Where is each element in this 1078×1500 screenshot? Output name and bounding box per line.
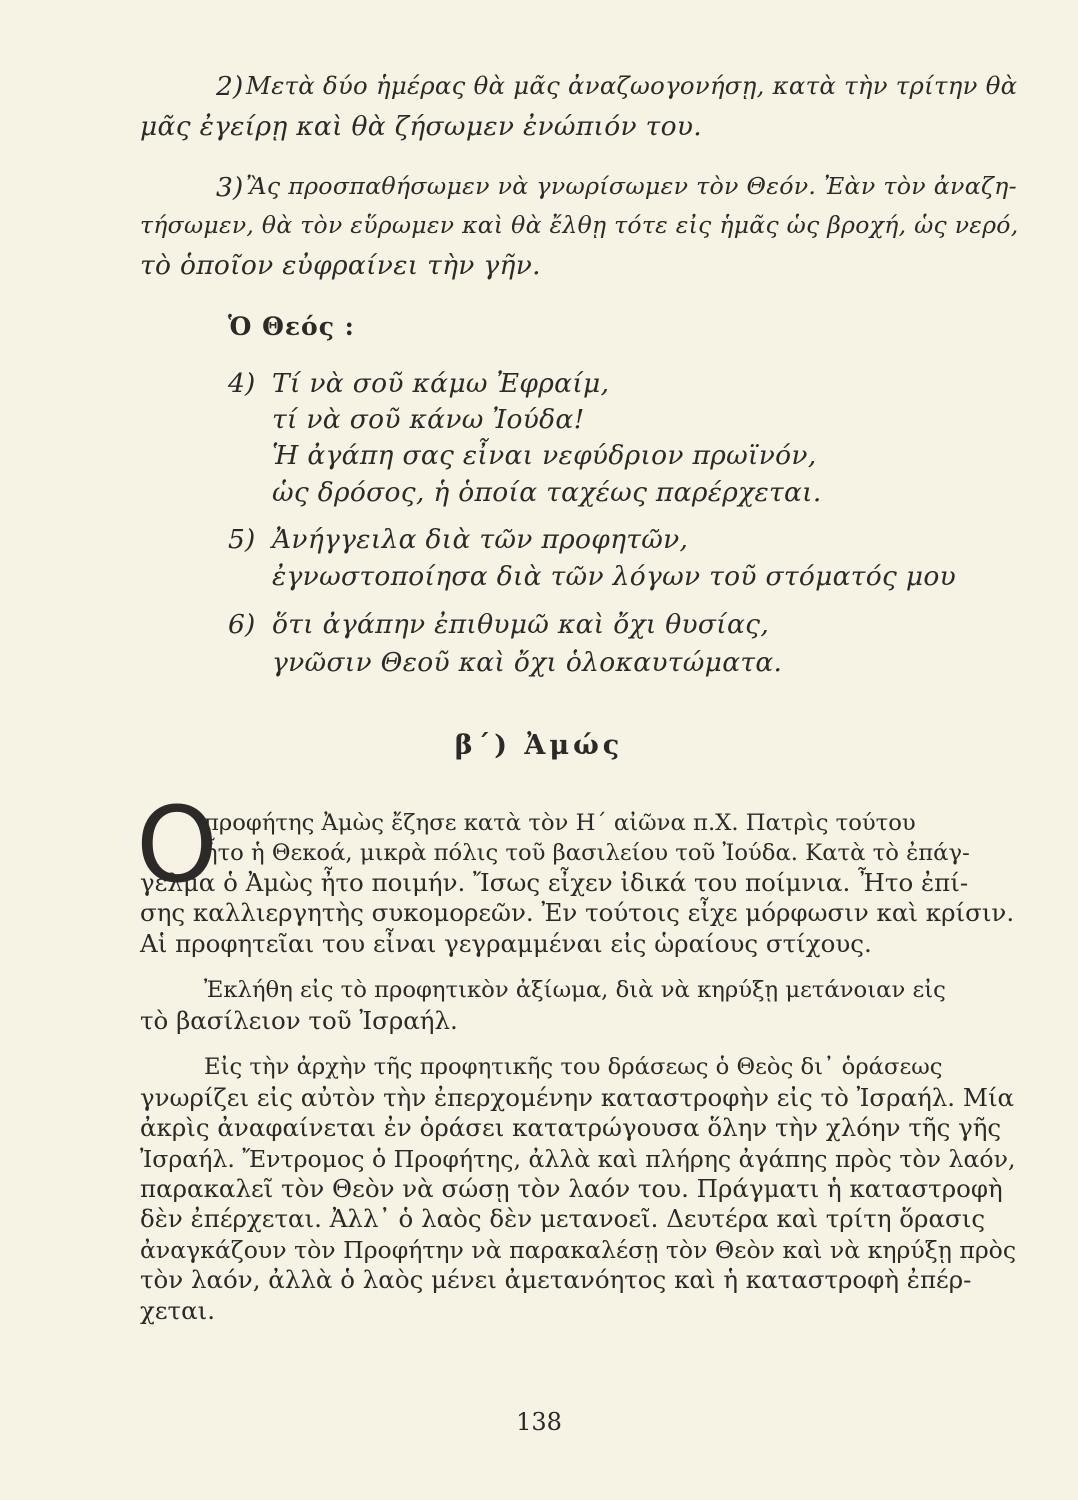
verse-4-line-2: τί νὰ σοῦ κάνω Ἰούδα! [272, 404, 585, 435]
prose-line-16: χεται. [140, 1296, 216, 1325]
prose-line-4: σης καλλιεργητὴς συκομορεῶν. Ἐν τούτοις εἶχε μόρφωσιν καὶ κρίσιν. [140, 898, 1015, 927]
page-number: 138 [516, 1408, 562, 1436]
verse-6-line-2: γνῶσιν Θεοῦ καὶ ὄχι ὁλοκαυτώματα. [272, 647, 783, 678]
prose-line-3: γελμα ὁ Ἀμὼς ἦτο ποιμήν. Ἴσως εἶχεν ἰδικά του ποίμνια. Ἦτο ἐπί- [140, 868, 969, 897]
verse-5-line-2: ἐγνωστοποίησα διὰ τῶν λόγων τοῦ στόματός μου [272, 561, 957, 592]
prose-line-12: παρακαλεῖ τὸν Θεὸν νὰ σώσῃ τὸν λαόν του. Πράγματι ἡ καταστροφὴ [140, 1174, 1003, 1203]
verse-number-3: 3) [216, 172, 244, 203]
verse-3-line-2: τήσωμεν, θὰ τὸν εὕρωμεν καὶ θὰ ἔλθῃ τότε εἰς ἡμᾶς ὡς βροχή, ὡς νερό, [140, 211, 1019, 239]
verse-4-line-1: Τί νὰ σοῦ κάμω Ἐφραίμ, [272, 368, 610, 399]
prose-line-10: ἀκρὶς ἀναφαίνεται ἐν ὁράσει κατατρώγουσα ὅλην τὴν χλόην τῆς γῆς [140, 1113, 1002, 1142]
drop-cap: Ο [136, 784, 218, 906]
prose-line-5: Αἱ προφητεῖαι του εἶναι γεγραμμέναι εἰς ὡραίους στίχους. [140, 929, 872, 958]
verse-3-line-1: Ἂς προσπαθήσωμεν νὰ γνωρίσωμεν τὸν Θεόν. Ἐὰν τὸν ἀναζη- [246, 172, 1017, 200]
prose-line-9: γνωρίζει εἰς αὐτὸν τὴν ἐπερχομένην καταστροφὴν εἰς τὸ Ἰσραήλ. Μία [140, 1083, 1015, 1112]
prose-line-1: προφήτης Ἀμὼς ἔζησε κατὰ τὸν Η΄ αἰῶνα π.Χ. Πατρὶς τούτου [204, 810, 916, 836]
verse-4-line-4: ὡς δρόσος, ἡ ὁποία ταχέως παρέρχεται. [272, 477, 822, 508]
verse-4-line-3: Ἡ ἀγάπη σας εἶναι νεφύδριον πρωϊνόν, [272, 440, 817, 471]
prose-line-14: ἀναγκάζουν τὸν Προφήτην νὰ παρακαλέσῃ τὸν Θεὸν καὶ νὰ κηρύξῃ πρὸς [140, 1236, 1017, 1264]
prose-line-15: τὸν λαόν, ἀλλὰ ὁ λαὸς μένει ἀμετανόητος καὶ ἡ καταστροφὴ ἐπέρ- [140, 1265, 972, 1294]
verse-5-line-1: Ἀνήγγειλα διὰ τῶν προφητῶν, [272, 524, 689, 555]
verse-6-line-1: ὅτι ἀγάπην ἐπιθυμῶ καὶ ὄχι θυσίας, [272, 609, 770, 640]
prose-line-8: Εἰς τὴν ἀρχὴν τῆς προφητικῆς του δράσεως ὁ Θεὸς δι᾿ ὁράσεως [204, 1054, 943, 1080]
verse-2-line-2: μᾶς ἐγείρῃ καὶ θὰ ζήσωμεν ἐνώπιόν του. [140, 111, 702, 142]
verse-number-6: 6) [228, 609, 256, 640]
speaker-label: Ὁ Θεός : [228, 312, 355, 341]
prose-line-7: τὸ βασίλειον τοῦ Ἰσραήλ. [140, 1006, 458, 1035]
prose-line-6: Ἐκλήθη εἰς τὸ προφητικὸν ἀξίωμα, διὰ νὰ κηρύξῃ μετάνοιαν εἰς [204, 977, 946, 1003]
prose-line-13: δὲν ἐπέρχεται. Ἀλλ᾿ ὁ λαὸς δὲν μετανοεῖ. Δευτέρα καὶ τρίτη ὅρασις [140, 1204, 986, 1233]
verse-number-5: 5) [228, 524, 256, 555]
section-heading: β΄) Ἀμώς [454, 730, 624, 761]
prose-line-11: Ἰσραήλ. Ἔντρομος ὁ Προφήτης, ἀλλὰ καὶ πλήρης ἀγάπης πρὸς τὸν λαόν, [140, 1145, 1016, 1173]
verse-3-line-3: τὸ ὁποῖον εὐφραίνει τὴν γῆν. [140, 250, 541, 281]
verse-number-4: 4) [228, 368, 256, 399]
verse-2-line-1: Μετὰ δύο ἡμέρας θὰ μᾶς ἀναζωογονήσῃ, κατὰ τὴν τρίτην θὰ [246, 71, 1018, 100]
verse-number-2: 2) [216, 71, 244, 102]
prose-line-2: ἦτο ἡ Θεκοά, μικρὰ πόλις τοῦ βασιλείου τοῦ Ἰούδα. Κατὰ τὸ ἐπάγ- [204, 840, 970, 866]
